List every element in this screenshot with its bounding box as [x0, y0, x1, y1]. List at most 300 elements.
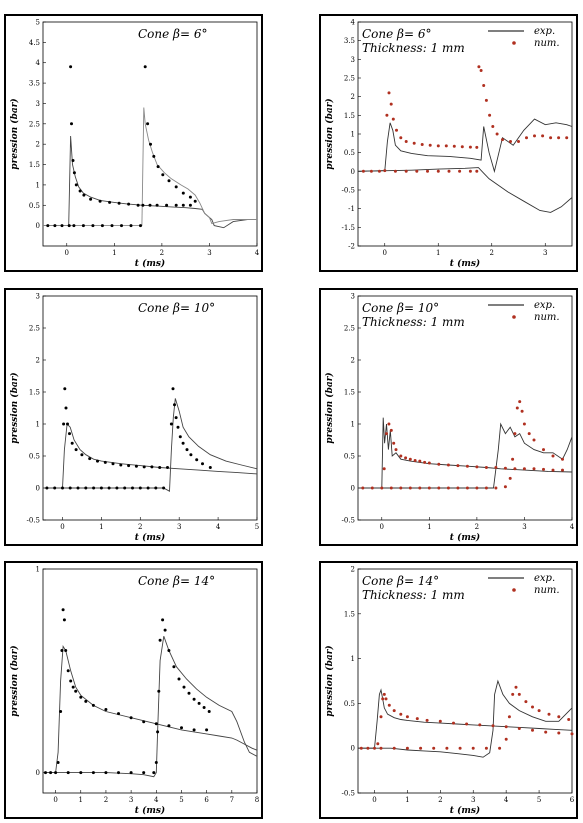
- chart-4-series-4-point: [552, 455, 555, 458]
- chart-6-series-4-point: [515, 686, 518, 689]
- chart-4-series-4-point: [516, 407, 519, 410]
- chart-4-series-3-point: [409, 458, 412, 461]
- chart-3-series-4-point: [170, 423, 173, 426]
- chart-3-svg: [6, 290, 265, 548]
- chart-4-series-3-point: [404, 456, 407, 459]
- chart-1-series-4-point: [82, 224, 85, 227]
- chart-1-y-tick-label: 2.5: [28, 120, 40, 129]
- chart-1-svg: [6, 16, 265, 274]
- chart-5-series-3-point: [44, 771, 47, 774]
- chart-1-series-4-point: [120, 224, 123, 227]
- chart-1-plot-frame: [43, 22, 257, 246]
- chart-4-series-4-point: [561, 458, 564, 461]
- chart-2-y-tick-label: 2: [350, 93, 355, 102]
- chart-3-series-2-line: [43, 398, 257, 491]
- chart-5-y-axis-label: pression (bar): [10, 645, 20, 717]
- chart-6-x-tick-label: 6: [569, 796, 575, 804]
- chart-4-series-3-point: [475, 465, 478, 468]
- chart-2-series-3-point: [388, 91, 391, 94]
- chart-2-series-4-point: [448, 170, 451, 173]
- chart-3-series-3-point: [150, 465, 153, 468]
- chart-3-x-tick-label: 1: [99, 523, 104, 531]
- chart-4-series-4-point: [509, 477, 512, 480]
- chart-6-series-3-point: [492, 724, 495, 727]
- chart-3-series-4-point: [123, 487, 126, 490]
- chart-2-series-4-point: [517, 140, 520, 143]
- chart-3-series-3-point: [68, 432, 71, 435]
- chart-4-y-tick-label: 2.5: [343, 324, 355, 333]
- chart-2-title: Cone β= 6°: [362, 27, 432, 41]
- chart-1-series-4-point: [157, 165, 160, 168]
- chart-1-series-3-point: [182, 204, 185, 207]
- chart-6-series-4-point: [472, 747, 475, 750]
- chart-panel-1: [4, 14, 263, 272]
- chart-4-svg: [321, 290, 580, 548]
- chart-1-y-tick-label: 1.5: [28, 161, 40, 170]
- chart-6-series-3-point: [426, 719, 429, 722]
- chart-4-series-4-point: [504, 485, 507, 488]
- chart-2-series-4-point: [477, 65, 480, 68]
- chart-3-title: Cone β= 10°: [138, 301, 216, 315]
- chart-3-series-3-point: [62, 423, 65, 426]
- chart-1-series-4-point: [101, 224, 104, 227]
- chart-3-series-4-point: [162, 487, 165, 490]
- chart-5-series-3-point: [57, 761, 60, 764]
- chart-6-series-4-point: [548, 713, 551, 716]
- chart-4-series-3-point: [371, 487, 374, 490]
- chart-6-series-4-point: [459, 747, 462, 750]
- chart-4-series-4-point: [533, 439, 536, 442]
- chart-5-series-3-point: [205, 728, 208, 731]
- chart-5-series-3-point: [180, 726, 183, 729]
- chart-6-series-4-point: [567, 718, 570, 721]
- chart-3-series-4-point: [195, 458, 198, 461]
- chart-5-series-3-point: [54, 771, 57, 774]
- chart-5-series-3-point: [59, 710, 62, 713]
- chart-6-series-3-point: [416, 717, 419, 720]
- chart-5-series-4-point: [155, 761, 158, 764]
- chart-1-series-4-point: [130, 224, 133, 227]
- chart-2-series-4-point: [475, 170, 478, 173]
- chart-4-y-tick-label: 0.5: [343, 452, 355, 461]
- chart-6-svg: [321, 563, 580, 821]
- chart-6-y-tick-label: -0.5: [341, 789, 355, 798]
- chart-4-x-tick-label: 4: [569, 523, 575, 531]
- chart-2-y-axis-label: pression (bar): [325, 98, 335, 170]
- chart-6-series-3-point: [478, 723, 481, 726]
- chart-2-series-3-point: [392, 118, 395, 121]
- chart-4-y-tick-label: 0: [350, 484, 355, 493]
- chart-4-y-axis-label: pression (bar): [325, 372, 335, 444]
- chart-1-series-4-point: [149, 143, 152, 146]
- chart-5-series-4-point: [152, 771, 155, 774]
- chart-6-series-3-point: [399, 713, 402, 716]
- chart-3-series-3-point: [63, 387, 66, 390]
- chart-5-svg: [6, 563, 265, 821]
- chart-1-series-3-point: [72, 159, 75, 162]
- chart-5-series-4-point: [172, 665, 175, 668]
- chart-2-series-3-point: [378, 170, 381, 173]
- chart-2-legend-exp-label: exp.: [534, 26, 556, 37]
- chart-3-series-4-point: [201, 462, 204, 465]
- chart-4-series-3-point: [456, 464, 459, 467]
- chart-4-x-tick-label: 2: [474, 523, 480, 531]
- chart-1-y-tick-label: 1: [35, 181, 40, 190]
- chart-5-series-3-point: [72, 686, 75, 689]
- chart-1-series-4-point: [175, 185, 178, 188]
- chart-6-series-4-point: [419, 747, 422, 750]
- chart-3-series-3-point: [112, 462, 115, 465]
- chart-4-series-3-point: [542, 468, 545, 471]
- chart-3-series-4-point: [108, 487, 111, 490]
- chart-1-series-3-point: [108, 201, 111, 204]
- chart-1-series-3-point: [127, 203, 130, 206]
- chart-2-series-3-point: [385, 114, 388, 117]
- chart-3-x-tick-label: 0: [60, 523, 65, 531]
- chart-4-series-4-point: [399, 487, 402, 490]
- chart-5-series-4-point: [142, 771, 145, 774]
- chart-2-y-tick-label: 0: [350, 167, 355, 176]
- chart-3-y-tick-label: 2: [35, 356, 40, 365]
- chart-4-series-3-point: [552, 469, 555, 472]
- chart-3-series-3-point: [88, 457, 91, 460]
- chart-6-series-3-point: [505, 725, 508, 728]
- chart-5-series-3-point: [67, 669, 70, 672]
- chart-5-series-4-point: [203, 706, 206, 709]
- chart-6-x-tick-label: 4: [503, 796, 509, 804]
- chart-1-x-tick-label: 3: [207, 249, 212, 257]
- chart-6-series-3-point: [439, 720, 442, 723]
- chart-4-series-3-point: [418, 460, 421, 463]
- chart-3-series-3-point: [135, 465, 138, 468]
- chart-2-x-axis-label: t (ms): [449, 259, 481, 269]
- chart-5-series-2-line: [43, 636, 257, 777]
- chart-6-series-3-point: [518, 727, 521, 730]
- chart-6-x-tick-label: 5: [536, 796, 542, 804]
- chart-2-series-4-point: [437, 170, 440, 173]
- chart-2-series-3-point: [383, 169, 386, 172]
- chart-1-series-3-point: [175, 204, 178, 207]
- chart-3-series-1-line: [43, 424, 257, 488]
- chart-6-subtitle: Thickness: 1 mm: [362, 588, 465, 602]
- chart-3-series-4-point: [186, 448, 189, 451]
- chart-1-series-3-point: [61, 224, 64, 227]
- chart-3-series-3-point: [66, 423, 69, 426]
- chart-1-y-tick-label: 4: [35, 59, 40, 68]
- chart-5-series-3-point: [49, 771, 52, 774]
- chart-panel-6: [319, 561, 578, 819]
- chart-6-legend-num-swatch: [512, 588, 516, 592]
- chart-6-title: Cone β= 14°: [362, 574, 440, 588]
- chart-5-series-4-point: [156, 730, 159, 733]
- chart-6-series-3-point: [381, 697, 384, 700]
- chart-5-series-4-point: [188, 692, 191, 695]
- chart-3-series-3-point: [166, 466, 169, 469]
- chart-2-series-4-point: [469, 170, 472, 173]
- chart-4-series-4-point: [447, 487, 450, 490]
- chart-3-y-tick-label: 1: [35, 420, 40, 429]
- chart-3-series-3-point: [75, 448, 78, 451]
- chart-3-series-3-point: [119, 464, 122, 467]
- chart-6-series-4-point: [432, 747, 435, 750]
- chart-1-y-tick-label: 4.5: [28, 38, 40, 47]
- chart-1-series-3-point: [70, 122, 73, 125]
- chart-4-x-tick-label: 1: [427, 523, 432, 531]
- chart-4-legend-num-swatch: [512, 315, 516, 319]
- chart-6-x-tick-label: 1: [405, 796, 410, 804]
- chart-2-series-3-point: [413, 142, 416, 145]
- chart-4-series-3-point: [392, 442, 395, 445]
- chart-1-y-tick-label: 0: [35, 222, 40, 231]
- chart-6-series-3-point: [571, 732, 574, 735]
- chart-4-series-4-point: [485, 487, 488, 490]
- chart-3-series-3-point: [80, 453, 83, 456]
- chart-2-series-2-line: [358, 168, 572, 213]
- chart-2-series-4-point: [501, 138, 504, 141]
- chart-2-y-tick-label: 1: [350, 130, 355, 139]
- chart-4-y-tick-label: 2: [350, 356, 355, 365]
- chart-5-series-3-point: [193, 728, 196, 731]
- chart-3-series-3-point: [96, 460, 99, 463]
- chart-1-x-tick-label: 0: [64, 249, 70, 257]
- chart-3-series-4-point: [209, 466, 212, 469]
- chart-1-series-3-point: [68, 224, 71, 227]
- chart-2-x-tick-label: 0: [382, 249, 387, 257]
- chart-3-series-4-point: [154, 487, 157, 490]
- chart-4-y-tick-label: 3: [350, 292, 355, 301]
- chart-5-series-4-point: [193, 698, 196, 701]
- chart-4-series-3-point: [399, 455, 402, 458]
- chart-1-series-3-point: [137, 204, 140, 207]
- chart-4-series-3-point: [383, 467, 386, 470]
- chart-6-series-4-point: [524, 700, 527, 703]
- chart-4-series-3-point: [447, 464, 450, 467]
- chart-2-y-tick-label: 4: [350, 18, 355, 27]
- chart-6-series-4-point: [518, 693, 521, 696]
- chart-panel-5: [4, 561, 263, 819]
- chart-2-series-3-point: [421, 143, 424, 146]
- chart-3-series-4-point: [179, 435, 182, 438]
- chart-6-legend-num-label: num.: [534, 585, 560, 596]
- chart-5-series-3-point: [155, 722, 158, 725]
- chart-6-y-tick-label: 2: [350, 565, 355, 574]
- chart-5-y-tick-label: 1: [35, 565, 40, 574]
- chart-3-x-tick-label: 5: [254, 523, 260, 531]
- chart-6-x-tick-label: 3: [470, 796, 476, 804]
- chart-1-series-4-point: [111, 224, 114, 227]
- chart-4-legend-num-label: num.: [534, 312, 560, 323]
- chart-3-y-tick-label: 1.5: [28, 388, 40, 397]
- chart-2-series-3-point: [469, 146, 472, 149]
- chart-1-series-3-point: [79, 190, 82, 193]
- chart-1-series-4-point: [91, 224, 94, 227]
- chart-4-x-tick-label: 3: [522, 523, 527, 531]
- chart-1-y-tick-label: 3: [35, 99, 40, 108]
- chart-5-y-tick-label: 0: [35, 769, 40, 778]
- chart-1-series-3-point: [156, 204, 159, 207]
- chart-3-series-4-point: [77, 487, 80, 490]
- chart-3-x-axis-label: t (ms): [134, 533, 166, 543]
- chart-4-series-3-point: [523, 467, 526, 470]
- chart-6-series-3-point: [406, 715, 409, 718]
- chart-3-series-3-point: [143, 465, 146, 468]
- chart-4-y-tick-label: 1: [350, 420, 355, 429]
- chart-5-series-4-point: [104, 771, 107, 774]
- chart-4-subtitle: Thickness: 1 mm: [362, 315, 465, 329]
- chart-1-series-4-point: [72, 224, 75, 227]
- chart-1-x-tick-label: 1: [112, 249, 117, 257]
- chart-6-series-4-point: [508, 715, 511, 718]
- chart-2-svg: [321, 16, 580, 274]
- chart-5-series-4-point: [92, 771, 95, 774]
- chart-4-series-3-point: [428, 462, 431, 465]
- chart-1-series-1-line: [43, 136, 257, 228]
- chart-6-series-3-point: [376, 742, 379, 745]
- chart-6-legend-exp-label: exp.: [534, 573, 556, 584]
- chart-6-series-3-point: [360, 747, 363, 750]
- chart-1-series-4-point: [144, 65, 147, 68]
- chart-5-x-tick-label: 5: [179, 796, 184, 804]
- chart-6-series-3-point: [383, 693, 386, 696]
- chart-3-series-4-point: [172, 387, 175, 390]
- chart-2-series-4-point: [488, 114, 491, 117]
- chart-1-series-4-point: [189, 196, 192, 199]
- chart-1-series-3-point: [69, 65, 72, 68]
- chart-3-y-tick-label: 2.5: [28, 324, 40, 333]
- chart-4-x-tick-label: 0: [379, 523, 385, 531]
- chart-3-series-4-point: [189, 453, 192, 456]
- chart-4-series-3-point: [361, 487, 364, 490]
- chart-1-title: Cone β= 6°: [138, 27, 208, 41]
- chart-3-y-axis-label: pression (bar): [10, 372, 20, 444]
- chart-1-x-tick-label: 4: [254, 249, 260, 257]
- chart-4-series-4-point: [466, 487, 469, 490]
- chart-4-y-tick-label: -0.5: [341, 516, 355, 525]
- chart-2-series-4-point: [426, 170, 429, 173]
- chart-2-series-3-point: [362, 170, 365, 173]
- chart-4-series-4-point: [428, 487, 431, 490]
- chart-1-y-tick-label: 2: [35, 140, 40, 149]
- chart-panel-3: [4, 288, 263, 546]
- chart-2-series-4-point: [491, 125, 494, 128]
- chart-6-y-tick-label: 1: [350, 655, 355, 664]
- chart-5-series-4-point: [208, 710, 211, 713]
- chart-6-series-3-point: [366, 747, 369, 750]
- chart-4-series-4-point: [456, 487, 459, 490]
- chart-2-series-4-point: [549, 136, 552, 139]
- chart-5-x-tick-label: 3: [128, 796, 134, 804]
- chart-2-series-4-point: [480, 69, 483, 72]
- chart-6-series-4-point: [557, 715, 560, 718]
- chart-6-series-3-point: [557, 732, 560, 735]
- chart-2-y-tick-label: 3.5: [343, 37, 355, 46]
- chart-2-subtitle: Thickness: 1 mm: [362, 41, 465, 55]
- chart-3-series-4-point: [139, 487, 142, 490]
- chart-3-y-tick-label: 3: [35, 292, 40, 301]
- chart-1-series-3-point: [99, 200, 102, 203]
- chart-2-series-4-point: [565, 136, 568, 139]
- chart-1-series-3-point: [149, 204, 152, 207]
- chart-2-series-4-point: [482, 84, 485, 87]
- chart-3-x-tick-label: 3: [176, 523, 182, 531]
- chart-6-series-3-point: [388, 704, 391, 707]
- chart-2-series-4-point: [541, 134, 544, 137]
- chart-6-y-axis-label: pression (bar): [325, 645, 335, 717]
- chart-2-legend-num-swatch: [512, 41, 516, 45]
- chart-3-series-3-point: [104, 461, 107, 464]
- chart-6-series-4-point: [406, 747, 409, 750]
- chart-3-series-4-point: [100, 487, 103, 490]
- chart-3-series-4-point: [84, 487, 87, 490]
- chart-5-series-3-point: [117, 712, 120, 715]
- chart-3-plot-frame: [43, 296, 257, 520]
- chart-6-series-4-point: [380, 747, 383, 750]
- chart-3-series-4-point: [182, 442, 185, 445]
- chart-6-series-4-point: [485, 747, 488, 750]
- chart-1-series-3-point: [189, 204, 192, 207]
- chart-2-series-4-point: [394, 170, 397, 173]
- chart-1-series-4-point: [152, 155, 155, 158]
- chart-2-y-tick-label: 2.5: [343, 74, 355, 83]
- chart-5-series-4-point: [167, 649, 170, 652]
- chart-2-series-4-point: [485, 99, 488, 102]
- chart-5-x-tick-label: 8: [254, 796, 260, 804]
- chart-2-x-tick-label: 2: [489, 249, 494, 257]
- chart-2-series-3-point: [399, 136, 402, 139]
- chart-1-series-4-point: [161, 173, 164, 176]
- chart-1-series-3-point: [75, 183, 78, 186]
- chart-3-series-3-point: [158, 466, 161, 469]
- chart-2-series-3-point: [370, 170, 373, 173]
- chart-3-series-4-point: [131, 487, 134, 490]
- chart-6-x-axis-label: t (ms): [449, 806, 481, 816]
- chart-5-series-4-point: [157, 690, 160, 693]
- chart-4-series-3-point: [494, 466, 497, 469]
- chart-3-series-4-point: [173, 403, 176, 406]
- chart-4-legend-exp-label: exp.: [534, 300, 556, 311]
- chart-5-series-3-point: [64, 649, 67, 652]
- chart-4-series-3-point: [387, 423, 390, 426]
- chart-2-series-4-point: [525, 136, 528, 139]
- chart-1-series-2-line: [43, 108, 257, 226]
- chart-1-series-4-point: [194, 200, 197, 203]
- chart-5-series-3-point: [167, 724, 170, 727]
- chart-4-series-4-point: [437, 487, 440, 490]
- chart-5-series-4-point: [164, 629, 167, 632]
- chart-5-series-4-point: [161, 618, 164, 621]
- chart-4-series-4-point: [390, 487, 393, 490]
- chart-3-series-3-point: [53, 487, 56, 490]
- chart-5-series-3-point: [69, 680, 72, 683]
- chart-4-y-tick-label: 1.5: [343, 388, 355, 397]
- chart-2-series-3-point: [429, 144, 432, 147]
- chart-1-series-3-point: [82, 194, 85, 197]
- chart-5-x-tick-label: 0: [53, 796, 58, 804]
- chart-5-series-3-point: [142, 720, 145, 723]
- chart-5-x-tick-label: 1: [78, 796, 83, 804]
- chart-2-series-3-point: [395, 129, 398, 132]
- chart-2-series-3-point: [405, 140, 408, 143]
- chart-1-series-3-point: [73, 171, 76, 174]
- chart-2-series-4-point: [509, 140, 512, 143]
- chart-4-series-4-point: [513, 432, 516, 435]
- chart-6-series-3-point: [380, 715, 383, 718]
- chart-6-series-4-point: [393, 747, 396, 750]
- chart-3-series-3-point: [71, 442, 74, 445]
- chart-6-y-tick-label: 0: [350, 744, 355, 753]
- chart-3-series-4-point: [69, 487, 72, 490]
- chart-5-series-4-point: [130, 771, 133, 774]
